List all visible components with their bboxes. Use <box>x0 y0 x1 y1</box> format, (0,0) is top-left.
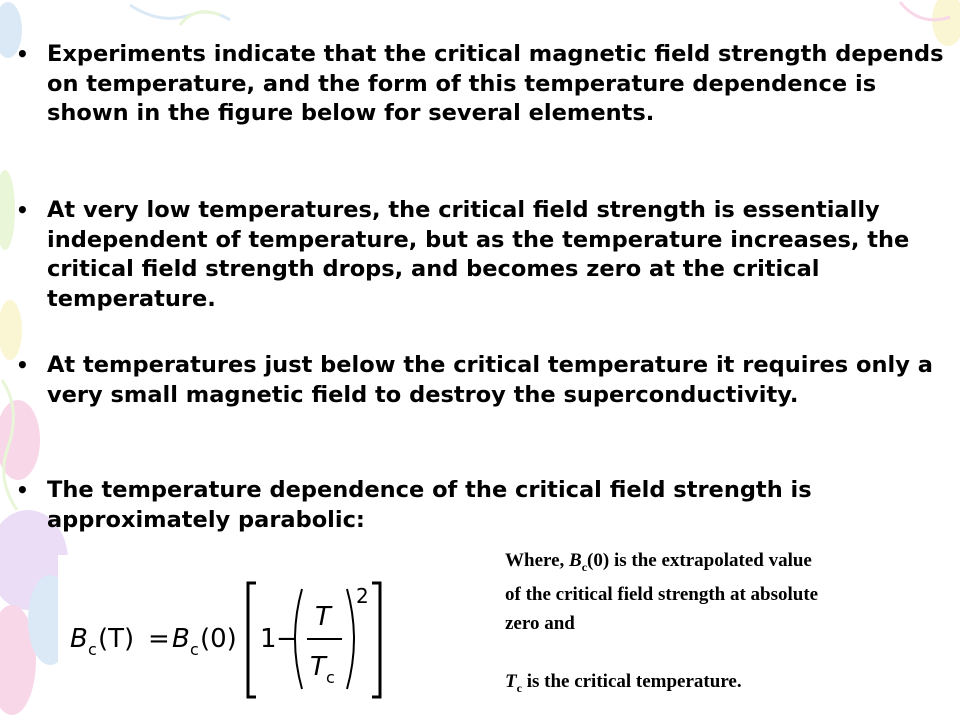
bullet-item <box>12 351 952 410</box>
bullet-item <box>12 40 952 129</box>
bullet-dot: • <box>16 353 29 377</box>
one: 1 <box>260 624 277 654</box>
minus-sign: − <box>276 624 298 654</box>
fraction-numerator: T <box>315 602 331 632</box>
exponent: 2 <box>356 584 369 608</box>
lhs-sub: c <box>88 640 97 659</box>
fraction-denominator: T <box>310 652 326 682</box>
note-sub-c: c <box>581 559 588 574</box>
note-t: T <box>505 671 517 692</box>
bullet-text: At very low temperatures, the critical field strength is essentially independent of temperature, but as the temperature increases, the critical field strength drops, and becomes zero at the critical temperature. <box>47 197 910 312</box>
bullet-dot: • <box>16 42 29 66</box>
note-line-4 <box>505 667 742 703</box>
rhs-sub: c <box>190 640 199 659</box>
note-tc-rest: is the critical temperature. <box>521 671 742 692</box>
bullet-item <box>12 196 952 314</box>
bubble-left-pink <box>0 400 40 480</box>
denominator-sub: c <box>326 668 335 687</box>
note-b: B <box>569 550 582 571</box>
equals-sign: = <box>148 624 170 654</box>
lhs-arg: (T) <box>98 624 135 654</box>
critical-field-formula <box>60 575 400 705</box>
note-where: Where, <box>505 550 570 571</box>
note-t-sub: c <box>516 680 522 695</box>
bullet-dot: • <box>16 478 29 502</box>
note-line-2: of the critical field strength at absolute <box>505 584 819 605</box>
rhs-b: B <box>172 624 190 654</box>
rhs-arg: (0) <box>200 624 237 654</box>
bullet-item <box>12 476 952 535</box>
right-paren <box>347 589 354 689</box>
bullet-text: At temperatures just below the critical temperature it requires only a very small magnetic field to destroy the superconductivity. <box>47 352 933 408</box>
bullet-text: The temperature dependence of the critical field strength is approximately parabolic: <box>47 477 812 533</box>
note-line-1 <box>505 546 812 582</box>
note-line-3: zero and <box>505 613 575 634</box>
left-bracket <box>248 583 256 697</box>
note-zero: (0) is the extrapolated value <box>587 550 812 571</box>
lhs-b: B <box>70 624 88 654</box>
right-bracket <box>372 583 380 697</box>
bullet-text: Experiments indicate that the critical magnetic field strength depends on temperature, and the form of this temperature dependence is shown in the figure below for several elements. <box>47 41 944 126</box>
bullet-dot: • <box>16 198 29 222</box>
